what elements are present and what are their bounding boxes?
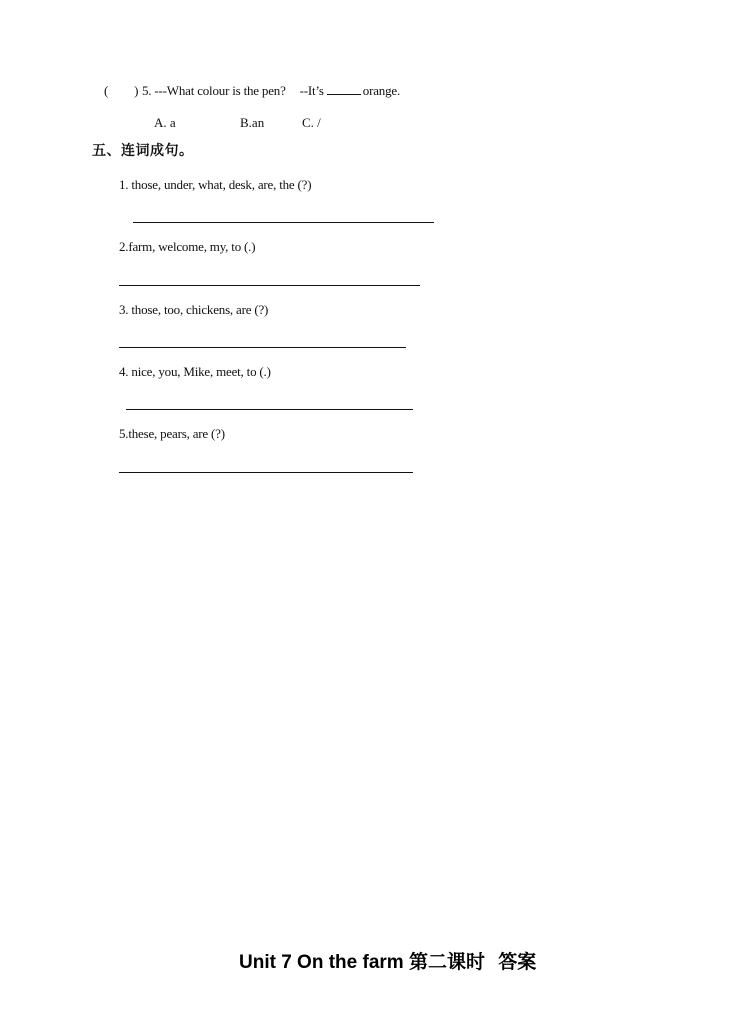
sentence-item-4: 4. nice, you, Mike, meet, to (.) (119, 364, 271, 379)
question-5-prompt: 5. ---What colour is the pen? (142, 83, 286, 98)
question-5-answer-prefix: --It’s (299, 83, 324, 98)
sentence-item-3: 3. those, too, chickens, are (?) (119, 302, 269, 317)
answer-line-2[interactable] (119, 285, 420, 286)
paren-open: ( (104, 83, 109, 98)
answer-line-3[interactable] (119, 347, 406, 348)
answer-blank[interactable] (327, 83, 361, 95)
answer-line-1[interactable] (133, 222, 434, 223)
answer-paren[interactable] (104, 83, 142, 99)
answer-line-5[interactable] (119, 472, 413, 473)
sentence-item-5: 5.these, pears, are (?) (119, 426, 225, 441)
section-title: 五、连词成句。 (92, 143, 194, 159)
question-5-answer-suffix: orange. (362, 83, 401, 98)
answer-line-4[interactable] (126, 409, 413, 410)
option-c[interactable]: C. / (302, 115, 321, 130)
answer-heading (239, 947, 536, 974)
answer-heading-en: Unit 7 On the farm (239, 952, 404, 973)
option-a[interactable]: A. a (154, 115, 176, 130)
sentence-item-2: 2.farm, welcome, my, to (.) (119, 239, 256, 254)
option-b[interactable]: B.an (240, 115, 265, 130)
sentence-item-1: 1. those, under, what, desk, are, the (?) (119, 177, 312, 192)
question-5 (104, 83, 400, 99)
answer-heading-cn: 第二课时 答案 (408, 951, 537, 973)
paren-close: ) (134, 83, 139, 98)
